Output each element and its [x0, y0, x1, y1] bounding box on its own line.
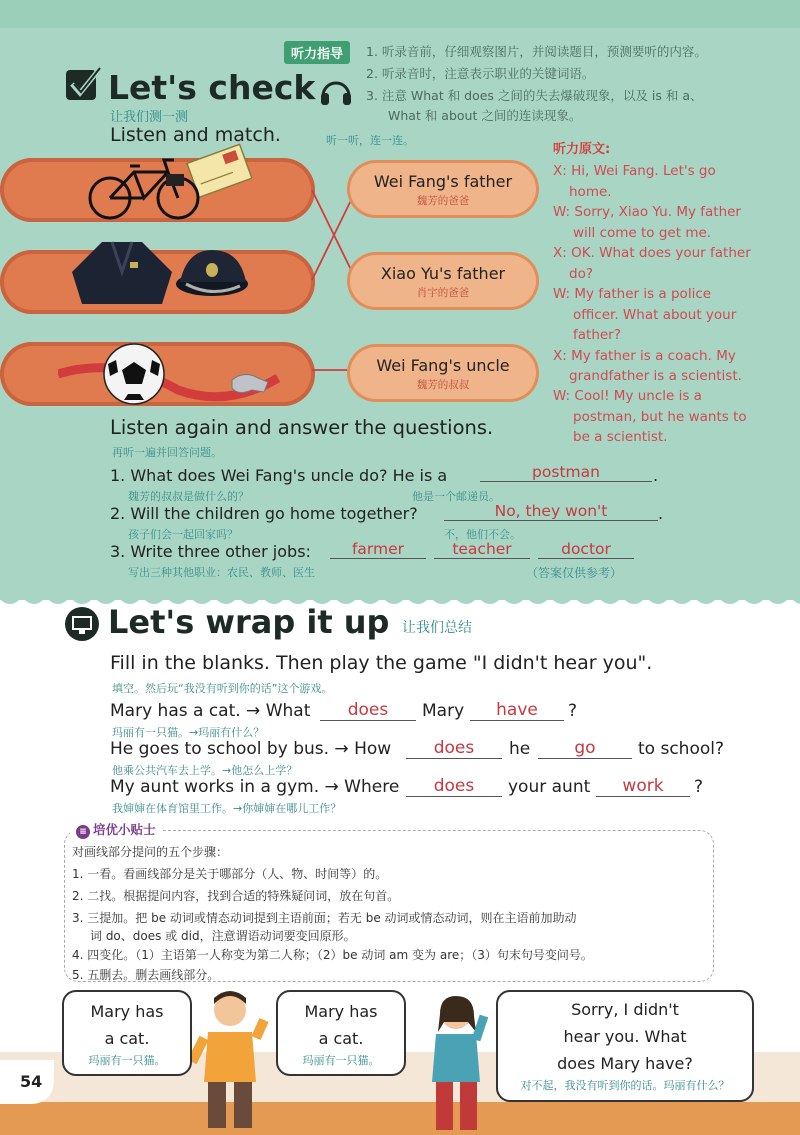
sentence-3-blank-1[interactable]: does — [406, 776, 502, 797]
listen-again-cn: 再听一遍并回答问题。 — [112, 446, 222, 459]
speech-bubble-right — [496, 990, 754, 1102]
answer-3-doctor[interactable]: doctor — [538, 540, 634, 559]
football-whistle-image — [58, 330, 288, 412]
listen-again-instruction: Listen again and answer the questions. — [110, 416, 494, 439]
question-2: 2. Will the children go home together? — [110, 504, 418, 523]
fill-blanks-cn: 填空。然后玩“我没有听到你的话”这个游戏。 — [112, 682, 333, 695]
script-title: 听力原文: — [553, 142, 611, 157]
sentence-3-blank-2[interactable]: work — [596, 776, 690, 797]
bubble-text: Mary has — [304, 1002, 378, 1021]
person-name: Wei Fang's father — [373, 172, 513, 191]
sentence-2-mid: he — [509, 739, 531, 759]
script-line: X: Hi, Wei Fang. Let's go — [553, 163, 716, 179]
pencil-check-icon — [62, 62, 106, 106]
person-name: Xiao Yu's father — [380, 264, 506, 283]
bubble-text: hear you. What — [563, 1027, 687, 1046]
person-name-cn: 魏芳的叔叔 — [416, 379, 470, 391]
boy-character — [190, 986, 274, 1132]
bubble-text: does Mary have? — [557, 1054, 693, 1073]
person-name-cn: 肖宇的爸爸 — [416, 287, 470, 299]
person-pill-wei-fang-uncle — [347, 344, 539, 402]
sentence-1-start: Mary has a cat. → What — [110, 701, 311, 721]
sentence-3-start: My aunt works in a gym. → Where — [110, 777, 400, 797]
sentence-3-mid: your aunt — [508, 777, 591, 797]
question-2-cn: 孩子们会一起回家吗？ — [128, 528, 238, 541]
script-line: father? — [573, 327, 621, 343]
question-1: 1. What does Wei Fang's uncle do? He is a — [110, 466, 448, 485]
script-line: grandfather is a scientist. — [569, 368, 742, 384]
sentence-2-start: He goes to school by bus. → How — [110, 739, 392, 759]
script-line: X: My father is a coach. My — [553, 348, 736, 364]
wrap-it-up-title: Let's wrap it up — [108, 603, 390, 641]
bicycle-letter-image — [82, 142, 252, 224]
answer-2-cn: 不，他们不会。 — [444, 528, 521, 541]
lets-check-subtitle: 让我们测一测 — [110, 110, 189, 125]
script-line: will come to get me. — [573, 225, 712, 241]
lets-check-title: Let's check — [108, 68, 316, 107]
sentence-1-end: ? — [568, 701, 578, 721]
list-icon: ≡ — [76, 825, 90, 839]
question-1-cn: 魏芳的叔叔是做什么的？ — [128, 490, 249, 503]
script-line: W: Cool! My uncle is a — [553, 388, 702, 404]
answer-1-cn: 他是一个邮递员。 — [412, 490, 500, 503]
bubble-text-cn: 玛丽有一只猫。 — [302, 1054, 380, 1067]
fill-blanks-instruction: Fill in the blanks. Then play the game "I didn't hear you". — [110, 652, 653, 674]
listen-match-instruction: Listen and match. — [110, 124, 281, 146]
answer-3-farmer[interactable]: farmer — [330, 540, 426, 559]
guide-line-3: 3. 注意 What 和 does 之间的失去爆破现象，以及 is 和 a、 — [366, 88, 703, 103]
listen-match-cn: 听一听，连一连。 — [326, 134, 414, 147]
person-pill-xiao-yu-father — [347, 252, 539, 310]
page-number-box — [0, 1060, 54, 1104]
headphones-icon — [318, 74, 354, 108]
tip-line: 3. 三提加。把 be 动词或情态动词提到主语前面；若无 be 动词或情态动词，则在主语前加助动 — [72, 911, 577, 925]
bubble-text-cn: 玛丽有一只猫。 — [88, 1054, 166, 1067]
sentence-1-cn: 玛丽有一只猫。→玛丽有什么？ — [112, 726, 265, 739]
tip-line: 2. 二找。根据提问内容，找到合适的特殊疑问词，放在句首。 — [72, 889, 400, 903]
tip-line: 4. 四变化。（1）主语第一人称变为第二人称；（2）be 动词 am 变为 are；（3）句末句号变问号。 — [72, 948, 593, 962]
girl-character — [420, 992, 494, 1132]
bubble-text: Mary has — [90, 1002, 164, 1021]
person-name-cn: 魏芳的爸爸 — [416, 195, 470, 207]
police-uniform-image — [62, 232, 252, 312]
script-line: do? — [569, 266, 593, 282]
wrap-it-up-subtitle: 让我们总结 — [402, 620, 472, 636]
script-line: W: My father is a police — [553, 286, 712, 302]
bubble-text: Sorry, I didn't — [571, 1000, 679, 1019]
question-3: 3. Write three other jobs: — [110, 542, 311, 561]
question-2-period: . — [658, 504, 664, 523]
guide-line-1: 1. 听录音前，仔细观察图片，并阅读题目，预测要听的内容。 — [366, 44, 707, 59]
sentence-3-end: ? — [694, 777, 704, 797]
bubble-text: a cat. — [318, 1029, 364, 1048]
guide-line-4: What 和 about 之间的连读现象。 — [388, 108, 582, 123]
top-strip — [0, 0, 800, 28]
person-pill-wei-fang-father — [347, 160, 539, 218]
bubble-text-cn: 对不起，我没有听到你的话。玛丽有什么？ — [520, 1079, 730, 1092]
script-line: postman, but he wants to — [573, 409, 747, 425]
tip-line: 对画线部分提问的五个步骤： — [72, 845, 229, 859]
script-line: X: OK. What does your father — [553, 245, 751, 261]
script-line: home. — [569, 184, 612, 200]
question-1-period: . — [653, 466, 659, 485]
answer-2[interactable]: No, they won't — [444, 502, 658, 521]
question-3-cn: 写出三种其他职业：农民、教师、医生 — [128, 566, 315, 579]
sentence-2-end: to school? — [638, 739, 724, 759]
tips-tag-label: 培优小贴士 — [93, 822, 156, 837]
answer-3-teacher[interactable]: teacher — [434, 540, 530, 559]
guide-line-2: 2. 听录音时，注意表示职业的关键词语。 — [366, 66, 595, 81]
sentence-1-blank-1[interactable]: does — [320, 700, 416, 721]
speech-bubble-middle — [276, 990, 406, 1076]
tip-line: 词 do、does 或 did，注意谓语动词要变回原形。 — [90, 929, 356, 943]
script-line: W: Sorry, Xiao Yu. My father — [553, 204, 741, 220]
sentence-2-blank-1[interactable]: does — [406, 738, 502, 759]
book-board-icon — [64, 606, 100, 642]
script-line: be a scientist. — [573, 429, 668, 445]
person-name: Wei Fang's uncle — [376, 356, 510, 375]
sentence-1-mid: Mary — [422, 701, 465, 721]
sentence-1-blank-2[interactable]: have — [470, 700, 564, 721]
reference-answer-note: （答案仅供参考） — [526, 566, 623, 580]
speech-bubble-left — [62, 990, 192, 1076]
answer-1[interactable]: postman — [480, 463, 652, 482]
sentence-3-cn: 我婶婶在体育馆里工作。→你婶婶在哪儿工作？ — [112, 802, 342, 815]
tip-line: 5. 五删去。删去画线部分。 — [72, 968, 220, 982]
tip-line: 1. 一看。看画线部分是关于哪部分（人、物、时间等）的。 — [72, 867, 388, 881]
script-line: officer. What about your — [573, 307, 737, 323]
ground-stripe — [0, 1102, 800, 1135]
listening-guide-tag: 听力指导 — [284, 41, 350, 64]
bubble-text: a cat. — [104, 1029, 150, 1048]
sentence-2-cn: 他乘公共汽车去上学。→他怎么上学？ — [112, 764, 298, 777]
sentence-2-blank-2[interactable]: go — [538, 738, 632, 759]
tips-tag — [70, 820, 162, 839]
page-number: 54 — [20, 1072, 43, 1091]
